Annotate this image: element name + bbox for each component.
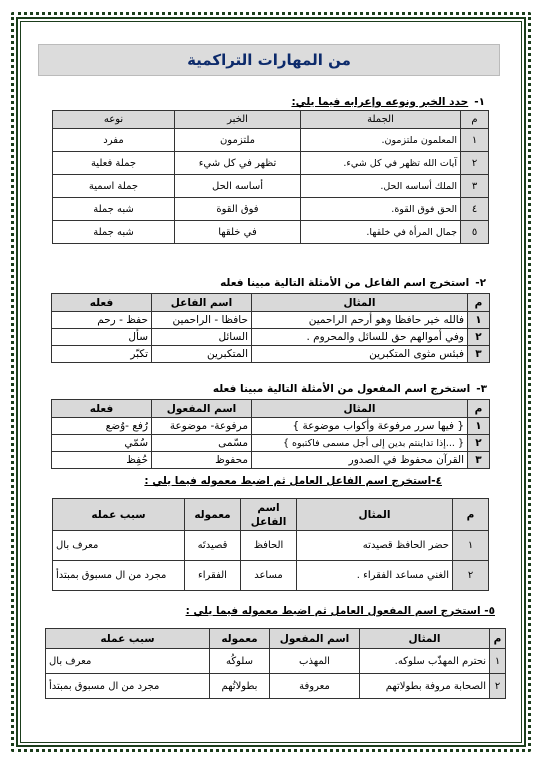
table-row: [53, 152, 489, 175]
row-verb: حفظ - رحم: [52, 312, 152, 329]
section-3-number: ٣-: [476, 383, 487, 395]
section-3-title: استخرج اسم المفعول من الأمثلة التالية مبينا فعله: [212, 383, 471, 395]
page-title: من المهارات التراكمية: [38, 44, 500, 76]
row-participle: المهذب: [270, 649, 360, 674]
section-5-title: ٥- استخرج اسم المفعول العامل ثم اضبط معموله فيما يلي :: [185, 605, 495, 617]
header-name: اسم الفاعل: [241, 499, 297, 531]
row-example: القرآن محفوظ في الصدور: [252, 452, 468, 469]
header-cause: سبب عمله: [46, 629, 210, 649]
row-example: { ...إذا تداينتم بدين إلى أجل مسمى فاكتبوه }: [252, 435, 468, 452]
row-example: الملك أساسه الحل.: [301, 175, 461, 198]
table-row: [53, 175, 489, 198]
row-khabar: أساسه الحل: [175, 175, 301, 198]
header-sentence: الجملة: [301, 111, 461, 129]
row-verb: حُفِظ: [52, 452, 152, 469]
row-example: وفي أموالهم حق للسائل والمحروم .: [252, 329, 468, 346]
row-example: نحترم المهذّب سلوكه.: [360, 649, 490, 674]
row-example: حضر الحافظ قصيدته: [297, 531, 453, 561]
section-5-heading: [186, 605, 495, 617]
header-num: م: [490, 629, 506, 649]
table-row: [52, 346, 490, 363]
row-number: ١: [453, 531, 489, 561]
row-participle: حافظا - الراحمين: [152, 312, 252, 329]
row-number: ١: [468, 418, 490, 435]
row-example: الغني مساعد الفقراء .: [297, 561, 453, 591]
row-participle: الحافظ: [241, 531, 297, 561]
row-participle: محفوظ: [152, 452, 252, 469]
table-row: [52, 418, 490, 435]
passive-participle-working-table: [45, 628, 506, 699]
row-type: شبه جملة: [53, 198, 175, 221]
row-number: ١: [461, 129, 489, 152]
row-example: فالله خير حافظا وهو أرحم الراحمين: [252, 312, 468, 329]
header-num: م: [468, 294, 490, 312]
row-example: جمال المرأة في خلقها.: [301, 221, 461, 244]
row-number: ٢: [468, 329, 490, 346]
header-verb: فعله: [52, 294, 152, 312]
active-participle-working-table: [52, 498, 489, 591]
table-row: [53, 198, 489, 221]
row-number: ٢: [461, 152, 489, 175]
section-2-number: ٢-: [475, 277, 486, 289]
row-verb: سأل: [52, 329, 152, 346]
section-4-title: ٤-استخرج اسم الفاعل العامل ثم اضبط معموله فيما يلي :: [144, 475, 442, 487]
header-example: المثال: [252, 400, 468, 418]
header-mamul: معموله: [185, 499, 241, 531]
khabar-table: [52, 110, 489, 244]
row-example: فبئس مثوى المتكبرين: [252, 346, 468, 363]
header-num: م: [461, 111, 489, 129]
table-row: [52, 329, 490, 346]
header-example: المثال: [297, 499, 453, 531]
table-row: [52, 452, 490, 469]
row-khabar: في خلقها: [175, 221, 301, 244]
row-participle: السائل: [152, 329, 252, 346]
row-example: الحق فوق القوة.: [301, 198, 461, 221]
row-number: ٣: [468, 346, 490, 363]
row-cause: مجرد من ال مسبوق بمبتدأ: [46, 674, 210, 699]
row-participle: مساعد: [241, 561, 297, 591]
table-header-row: [52, 294, 490, 312]
header-khabar: الخبر: [175, 111, 301, 129]
row-khabar: تظهر في كل شيء: [175, 152, 301, 175]
row-number: ١: [468, 312, 490, 329]
header-example: المثال: [252, 294, 468, 312]
row-example: الصحابة مروفة بطولاتهم: [360, 674, 490, 699]
passive-participle-table: [51, 399, 490, 469]
row-verb: تكبّر: [52, 346, 152, 363]
table-row: [53, 531, 489, 561]
row-participle: المتكبرين: [152, 346, 252, 363]
row-verb: سُمّي: [52, 435, 152, 452]
row-cause: معرف بال: [53, 531, 185, 561]
row-verb: رُفع -وُضع: [52, 418, 152, 435]
section-2-heading: [220, 277, 486, 289]
row-number: ٥: [461, 221, 489, 244]
row-khabar: فوق القوة: [175, 198, 301, 221]
header-type: نوعه: [53, 111, 175, 129]
header-example: المثال: [360, 629, 490, 649]
section-2-title: استخرج اسم الفاعل من الأمثلة التالية مبينا فعله: [220, 277, 470, 289]
row-cause: مجرد من ال مسبوق بمبتدأ: [53, 561, 185, 591]
table-row: [46, 674, 506, 699]
row-mamul: بطولاتُهم: [210, 674, 270, 699]
section-4-heading: [144, 475, 442, 487]
table-header-row: [53, 499, 489, 531]
section-1-number: ١-: [474, 96, 485, 108]
header-num: م: [468, 400, 490, 418]
row-number: ٣: [468, 452, 490, 469]
header-cause: سبب عمله: [53, 499, 185, 531]
table-header-row: [53, 111, 489, 129]
row-mamul: قصيدتَه: [185, 531, 241, 561]
row-number: ٣: [461, 175, 489, 198]
table-row: [53, 129, 489, 152]
header-mamul: معموله: [210, 629, 270, 649]
row-participle: معروفة: [270, 674, 360, 699]
row-number: ٤: [461, 198, 489, 221]
row-type: جملة اسمية: [53, 175, 175, 198]
row-type: جملة فعلية: [53, 152, 175, 175]
header-name: اسم المفعول: [152, 400, 252, 418]
row-mamul: الفقراء: [185, 561, 241, 591]
row-number: ٢: [490, 674, 506, 699]
row-participle: مسّمى: [152, 435, 252, 452]
header-num: م: [453, 499, 489, 531]
section-1-title: حدد الخبر ونوعه وإعرابه فيما يلي:: [291, 96, 469, 108]
row-mamul: سلوكُه: [210, 649, 270, 674]
header-verb: فعله: [52, 400, 152, 418]
section-3-heading: [213, 383, 487, 395]
row-type: شبه جملة: [53, 221, 175, 244]
row-number: ٢: [453, 561, 489, 591]
row-khabar: ملتزمون: [175, 129, 301, 152]
row-example: { فيها سرر مرفوعة وأكواب موضوعة }: [252, 418, 468, 435]
row-number: ١: [490, 649, 506, 674]
table-header-row: [52, 400, 490, 418]
table-row: [46, 649, 506, 674]
table-row: [52, 312, 490, 329]
table-row: [53, 561, 489, 591]
section-1-heading: [291, 96, 485, 108]
table-row: [52, 435, 490, 452]
row-cause: معرف بال: [46, 649, 210, 674]
header-name: اسم الفاعل: [152, 294, 252, 312]
row-type: مفرد: [53, 129, 175, 152]
table-row: [53, 221, 489, 244]
row-number: ٢: [468, 435, 490, 452]
row-example: آيات الله تظهر في كل شيء.: [301, 152, 461, 175]
row-participle: مرفوعة- موضوعة: [152, 418, 252, 435]
row-example: المعلمون ملتزمون.: [301, 129, 461, 152]
table-header-row: [46, 629, 506, 649]
header-name: اسم المفعول: [270, 629, 360, 649]
active-participle-table: [51, 293, 490, 363]
